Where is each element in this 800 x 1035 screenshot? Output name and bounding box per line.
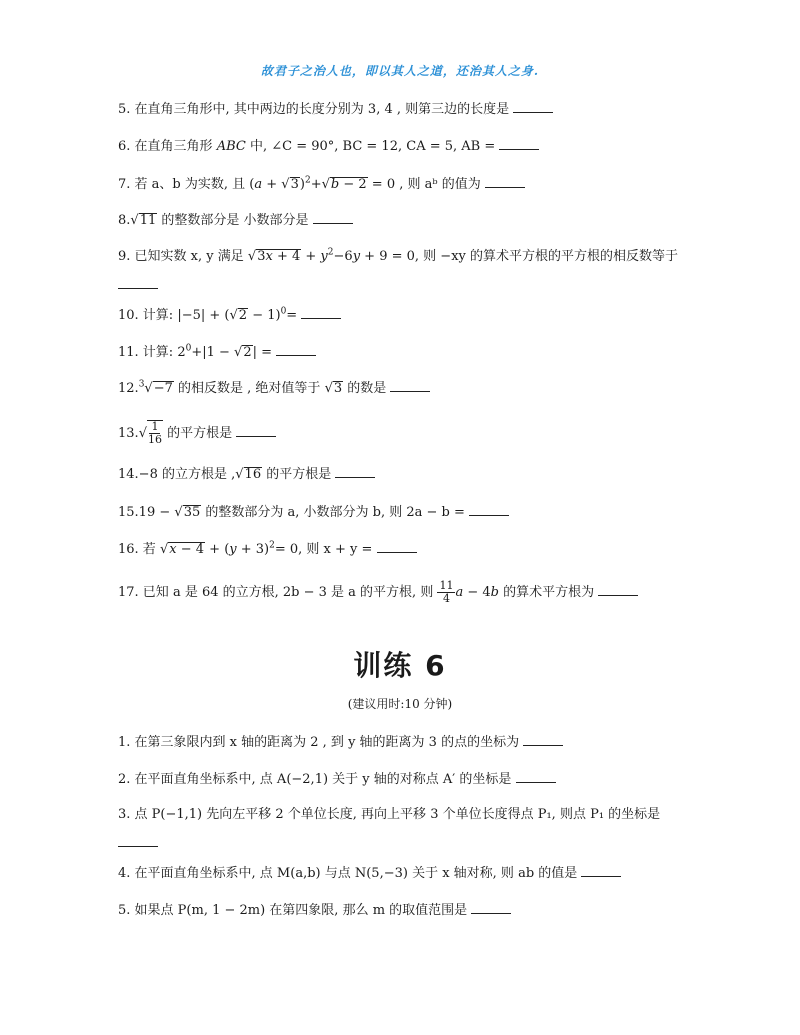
question-14-prefix: 14.−8 的立方根是 , [118,467,236,482]
answer-blank[interactable] [523,733,563,746]
sqrt-3: √3 [324,381,343,396]
question-15 [118,503,509,522]
answer-blank[interactable] [469,503,509,516]
question-12 [118,379,430,398]
sqrt-11: √11 [130,213,157,228]
question-8-suffix: 的整数部分是 小数部分是 [161,213,309,228]
question-7-prefix: 7. 若 a、b 为实数, 且 [118,177,246,192]
question-13-prefix: 13. [118,426,139,441]
question-13-suffix: 的平方根是 [167,426,233,441]
question-16-expression: $√x - 4 + (y + 3)^2= 0$ [159,540,299,557]
answer-blank[interactable] [516,770,556,783]
question-17-suffix: 的算术平方根为 [503,585,595,600]
question-17-expression: $\frac{11}{4}$ a − 4b [439,579,499,605]
answer-blank[interactable] [313,211,353,224]
question-12-mid: 的相反数是 , 绝对值等于 [178,381,321,396]
question-6-rest: 中, ∠C = 90°, BC = 12, CA = 5, AB = [249,139,496,154]
question-7 [118,175,525,194]
question-17 [118,580,638,605]
question-13 [118,420,276,446]
motto-header: 故君子之治人也，即以其人之道，还治其人之身. [260,64,540,78]
practice6-question-2 [118,770,556,789]
question-11-prefix: 11. 计算: [118,345,174,360]
answer-blank[interactable] [598,583,638,596]
question-15-prefix: 15.19 − [118,505,171,520]
answer-blank[interactable] [276,343,316,356]
question-9-blank-line [118,276,158,293]
question-15-suffix: 的整数部分为 a, 小数部分为 b, 则 2a − b = [205,505,465,520]
sqrt-35: √35 [174,505,201,520]
question-7-expression: $(a + √3)^2+√b - 2 = 0$ [249,175,396,192]
question-9-suffix: , 则 −xy 的算术平方根的平方根的相反数等于 [414,249,679,264]
question-9 [118,248,678,266]
practice6-question-4 [118,864,621,883]
question-11 [118,343,316,362]
question-8 [118,211,353,230]
answer-blank[interactable] [301,306,341,319]
answer-blank[interactable] [471,901,511,914]
practice6-question-3-blank-line [118,834,158,851]
question-14 [118,465,375,484]
question-10-prefix: 10. 计算: [118,308,174,323]
question-16-suffix: , 则 x + y = [298,542,373,557]
section-title: 训练 6 [353,649,447,682]
triangle-abc: ABC [216,139,246,154]
question-10 [118,306,341,325]
question-10-expression: $|-5| + (√2 - 1)^0=$ [177,306,298,323]
answer-blank[interactable] [118,276,158,289]
question-16-prefix: 16. 若 [118,542,156,557]
practice6-question-5-text: 5. 如果点 P(m, 1 − 2m) 在第四象限, 那么 m 的取值范围是 [118,903,468,918]
cube-root-neg7: $^3$√−7 [138,379,173,396]
question-6-prefix: 6. 在直角三角形 [118,139,213,154]
sqrt-one-sixteenth: √ $\frac{1}{16}$ [138,420,162,446]
question-16 [118,540,417,559]
question-9-expression: $√3x + 4 + y^2-6y + 9 = 0$ [247,247,415,264]
practice6-question-3 [118,806,660,824]
section-subtitle: (建议用时:10 分钟) [347,697,453,711]
practice6-question-1 [118,733,563,752]
answer-blank[interactable] [499,137,539,150]
practice6-question-1-text: 1. 在第三象限内到 x 轴的距离为 2 , 到 y 轴的距离为 3 的点的坐标为 [118,735,520,750]
answer-blank[interactable] [485,175,525,188]
question-8-prefix: 8. [118,213,131,228]
answer-blank[interactable] [335,465,375,478]
sqrt-16: √16 [235,467,262,482]
answer-blank[interactable] [581,864,621,877]
question-7-suffix: , 则 aᵇ 的值为 [399,177,481,192]
question-17-prefix: 17. 已知 a 是 64 的立方根, 2b − 3 是 a 的平方根, 则 [118,585,434,600]
question-5-text: 5. 在直角三角形中, 其中两边的长度分别为 3, 4 , 则第三边的长度是 [118,102,510,117]
question-5 [118,100,553,119]
answer-blank[interactable] [513,100,553,113]
answer-blank[interactable] [118,834,158,847]
question-11-expression: $2^0+|1 - √2|$ = [177,343,273,360]
question-9-prefix: 9. 已知实数 x, y 满足 [118,249,244,264]
question-12-prefix: 12. [118,381,139,396]
practice6-question-3-text: 3. 点 P(−1,1) 先向左平移 2 个单位长度, 再向上平移 3 个单位长度得点 P₁, 则点 P₁ 的坐标是 [118,807,661,822]
answer-blank[interactable] [390,379,430,392]
practice6-question-5 [118,901,511,920]
question-14-suffix: 的平方根是 [266,467,332,482]
answer-blank[interactable] [377,540,417,553]
practice6-question-2-text: 2. 在平面直角坐标系中, 点 A(−2,1) 关于 y 轴的对称点 A′ 的坐标是 [118,772,512,787]
practice6-question-4-text: 4. 在平面直角坐标系中, 点 M(a,b) 与点 N(5,−3) 关于 x 轴对称, 则 ab 的值是 [118,866,578,881]
question-6 [118,137,539,156]
question-12-suffix: 的数是 [347,381,387,396]
answer-blank[interactable] [236,424,276,437]
